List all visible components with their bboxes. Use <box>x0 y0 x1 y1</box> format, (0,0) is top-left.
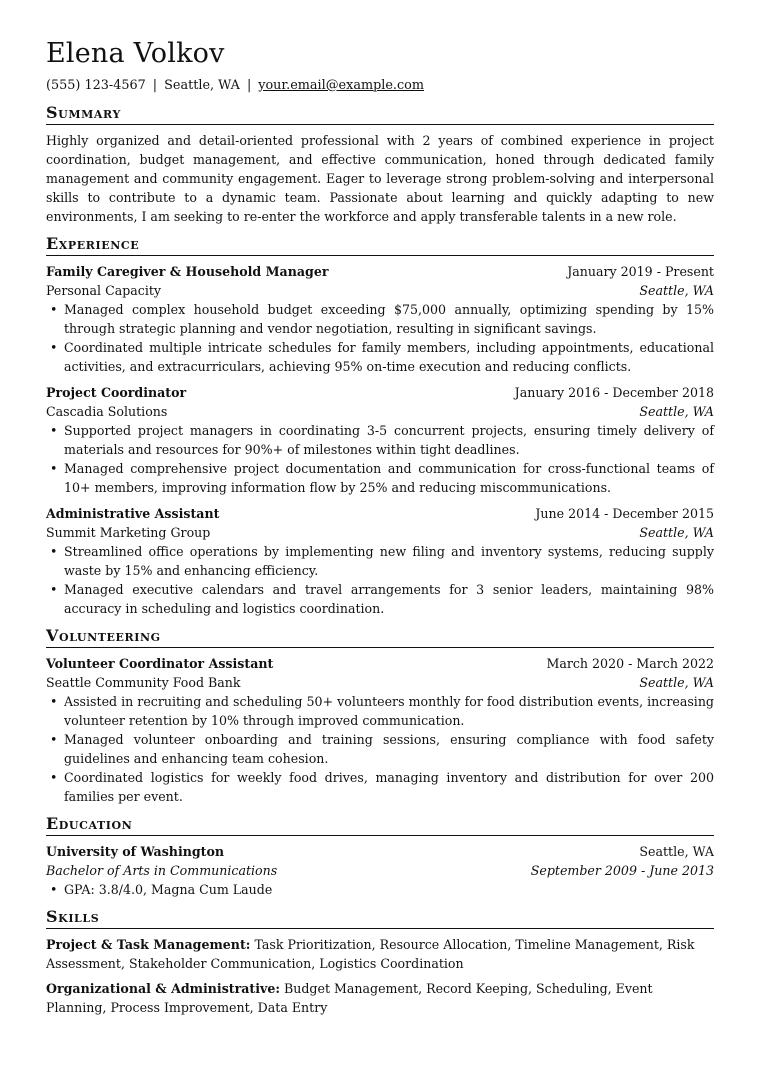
job-title: Administrative Assistant <box>46 506 220 521</box>
job-location: Seattle, WA <box>639 283 714 298</box>
bullet-list <box>46 542 714 618</box>
job-location: Seattle, WA <box>639 404 714 419</box>
bullet-list <box>46 692 714 806</box>
contact-line <box>46 77 714 95</box>
contact-separator: | <box>152 78 158 93</box>
education-entry <box>46 842 714 899</box>
experience-entry <box>46 262 714 376</box>
bullet-item: • Coordinated logistics for weekly food drives, managing inventory and distribution for over 200 families per event. <box>46 768 714 806</box>
volunteer-entry <box>46 654 714 806</box>
bullet-item: • Managed volunteer onboarding and training sessions, ensuring compliance with food safety guidelines and enhancing team cohesion. <box>46 730 714 768</box>
bullet-item: • Supported project managers in coordinating 3-5 concurrent projects, ensuring timely delivery of materials and resources for 90%+ of milestones within tight deadlines. <box>46 421 714 459</box>
experience-entry <box>46 504 714 618</box>
summary-text: Highly organized and detail-oriented professional with 2 years of combined experience in project coordination, budget management, and effective communication, honed through dedicated family management and community engagement. Eager to leverage strong problem-solving and interpersonal skills to contribute to a dynamic team. Passionate about learning and quickly adapting to new environments, I am seeking to re-enter the workforce and apply transferable talents in a new role. <box>46 133 714 224</box>
job-dates: June 2014 - December 2015 <box>535 506 714 521</box>
job-dates: January 2016 - December 2018 <box>514 385 714 400</box>
volunteering-heading: Volunteering <box>46 626 714 648</box>
volunteer-org: Seattle Community Food Bank <box>46 675 241 690</box>
job-title: Family Caregiver & Household Manager <box>46 264 329 279</box>
bullet-item: • Coordinated multiple intricate schedules for family members, including appointments, educational activities, and extracurriculars, achieving 95% on-time execution and reducing conflicts. <box>46 338 714 376</box>
volunteer-role: Volunteer Coordinator Assistant <box>46 656 274 671</box>
location: Seattle, WA <box>164 78 240 93</box>
experience-heading: Experience <box>46 234 714 256</box>
employer: Cascadia Solutions <box>46 404 168 419</box>
bullet-item: • Managed executive calendars and travel arrangements for 3 senior leaders, maintaining 98% accuracy in scheduling and logistics coordination. <box>46 580 714 618</box>
education-dates: September 2009 - June 2013 <box>530 863 714 878</box>
phone-number: (555) 123-4567 <box>46 78 146 93</box>
bullet-list <box>46 421 714 497</box>
skills-heading: Skills <box>46 907 714 929</box>
skill-group <box>46 979 714 1017</box>
contact-separator: | <box>246 78 252 93</box>
employer: Summit Marketing Group <box>46 525 211 540</box>
bullet-item: • Managed complex household budget exceeding $75,000 annually, optimizing spending by 15% through strategic planning and vendor negotiation, resulting in significant savings. <box>46 300 714 338</box>
bullet-item: • Assisted in recruiting and scheduling 50+ volunteers monthly for food distribution events, increasing volunteer retention by 10% through improved communication. <box>46 692 714 730</box>
bullet-item: • Streamlined office operations by implementing new filing and inventory systems, reducing supply waste by 15% and enhancing efficiency. <box>46 542 714 580</box>
skill-text: Task Prioritization, Resource Allocation, Timeline Management, Risk Assessment, Stakeholder Communication, Logistics Coordination <box>46 937 695 971</box>
skill-label: Project & Task Management: <box>46 937 251 952</box>
volunteer-location: Seattle, WA <box>639 675 714 690</box>
bullet-list <box>46 300 714 376</box>
bullet-item: • Managed comprehensive project documentation and communication for cross-functional teams of 10+ members, improving information flow by 25% and reducing miscommunications. <box>46 459 714 497</box>
experience-entry <box>46 383 714 497</box>
bullet-list <box>46 880 714 899</box>
volunteer-dates: March 2020 - March 2022 <box>546 656 714 671</box>
email-link[interactable]: your.email@example.com <box>258 78 425 93</box>
education-heading: Education <box>46 814 714 836</box>
candidate-name: Elena Volkov <box>46 38 225 69</box>
job-title: Project Coordinator <box>46 385 187 400</box>
bullet-item: • GPA: 3.8/4.0, Magna Cum Laude <box>46 880 714 899</box>
skill-label: Organizational & Administrative: <box>46 981 280 996</box>
school-location: Seattle, WA <box>639 844 714 859</box>
school-name: University of Washington <box>46 844 225 859</box>
degree: Bachelor of Arts in Communications <box>46 863 278 878</box>
job-dates: January 2019 - Present <box>567 264 714 279</box>
employer: Personal Capacity <box>46 283 162 298</box>
summary-heading: Summary <box>46 103 714 125</box>
skill-group <box>46 935 714 973</box>
job-location: Seattle, WA <box>639 525 714 540</box>
skill-text: Budget Management, Record Keeping, Scheduling, Event Planning, Process Improvement, Data Entry <box>46 981 653 1015</box>
